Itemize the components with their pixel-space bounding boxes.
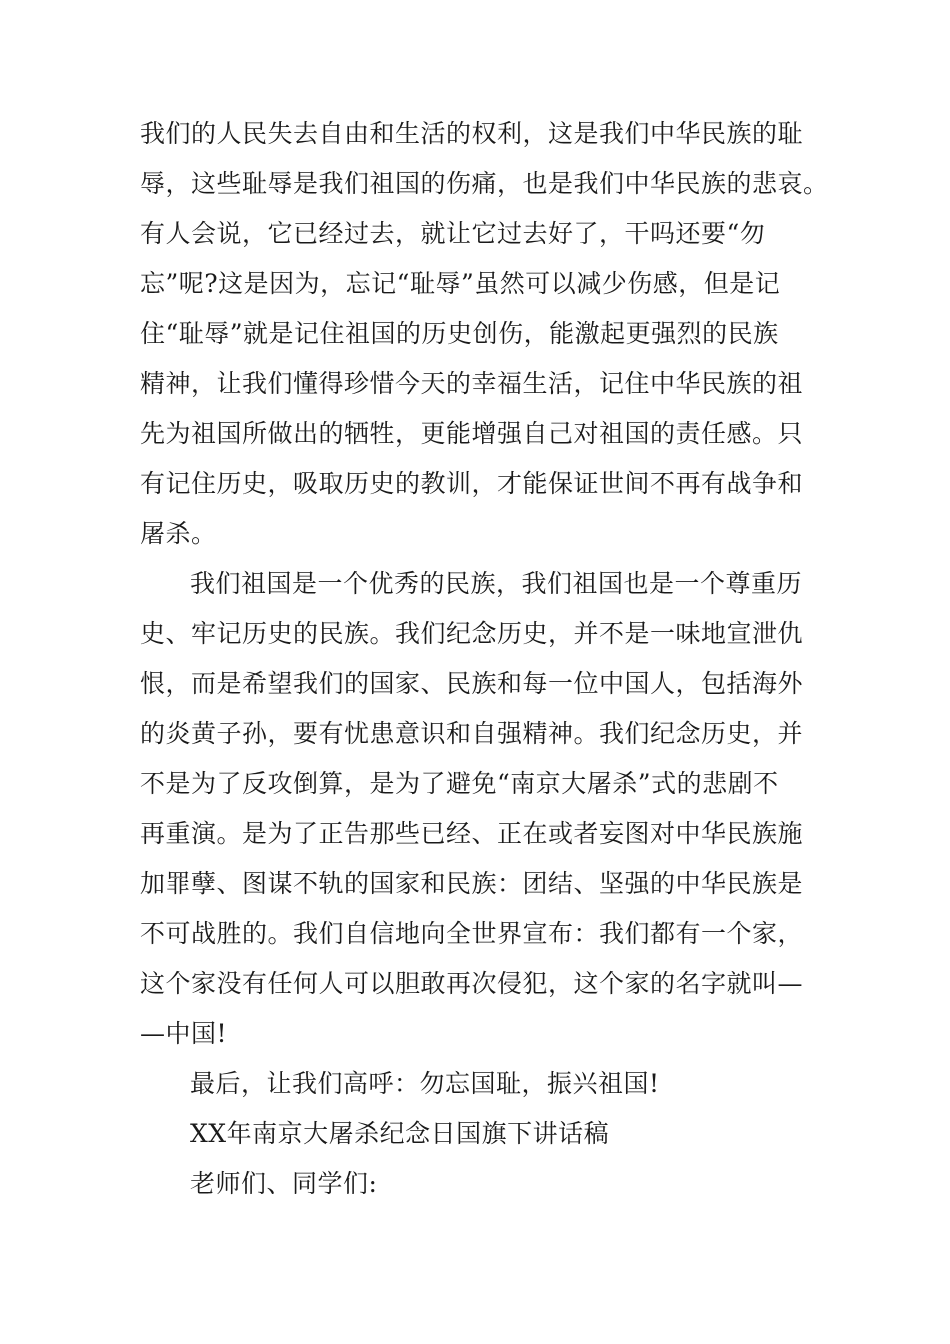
text-line: 不是为了反攻倒算，是为了避免“南京大屠杀”式的悲剧不	[140, 769, 779, 798]
closing-slogan: 最后，让我们高呼：勿忘国耻，振兴祖国!	[190, 1069, 660, 1098]
text-line: 史、牢记历史的民族。我们纪念历史，并不是一味地宣泄仇	[140, 619, 804, 648]
text-line: 先为祖国所做出的牺牲，更能增强自己对祖国的责任感。只	[140, 419, 804, 448]
text-line: 精神，让我们懂得珍惜今天的幸福生活，记住中华民族的祖	[140, 369, 804, 398]
text-line: 辱，这些耻辱是我们祖国的伤痛，也是我们中华民族的悲哀。	[140, 169, 829, 198]
text-line: 忘”呢?这是因为，忘记“耻辱”虽然可以减少伤感，但是记	[140, 269, 781, 298]
section-title: XX年南京大屠杀纪念日国旗下讲话稿	[190, 1119, 610, 1148]
text-line: 有记住历史，吸取历史的教训，才能保证世间不再有战争和	[140, 469, 804, 498]
text-line: 加罪孽、图谋不轨的国家和民族：团结、坚强的中华民族是	[140, 869, 804, 898]
text-line: 这个家没有任何人可以胆敢再次侵犯，这个家的名字就叫—	[140, 969, 804, 998]
text-line: 恨，而是希望我们的国家、民族和每一位中国人，包括海外	[140, 669, 804, 698]
text-line: 不可战胜的。我们自信地向全世界宣布：我们都有一个家，	[140, 919, 804, 948]
text-line: 再重演。是为了正告那些已经、正在或者妄图对中华民族施	[140, 819, 804, 848]
text-line: 屠杀。	[140, 519, 217, 548]
salutation: 老师们、同学们:	[190, 1169, 378, 1198]
text-line: 我们的人民失去自由和生活的权利，这是我们中华民族的耻	[140, 119, 804, 148]
paragraph-first-line: 我们祖国是一个优秀的民族，我们祖国也是一个尊重历	[190, 569, 803, 598]
text-line: 住“耻辱”就是记住祖国的历史创伤，能激起更强烈的民族	[140, 319, 779, 348]
text-line: —中国!	[140, 1019, 228, 1048]
text-line: 有人会说，它已经过去，就让它过去好了，干吗还要“勿	[140, 219, 766, 248]
text-line: 的炎黄子孙，要有忧患意识和自强精神。我们纪念历史，并	[140, 719, 804, 748]
